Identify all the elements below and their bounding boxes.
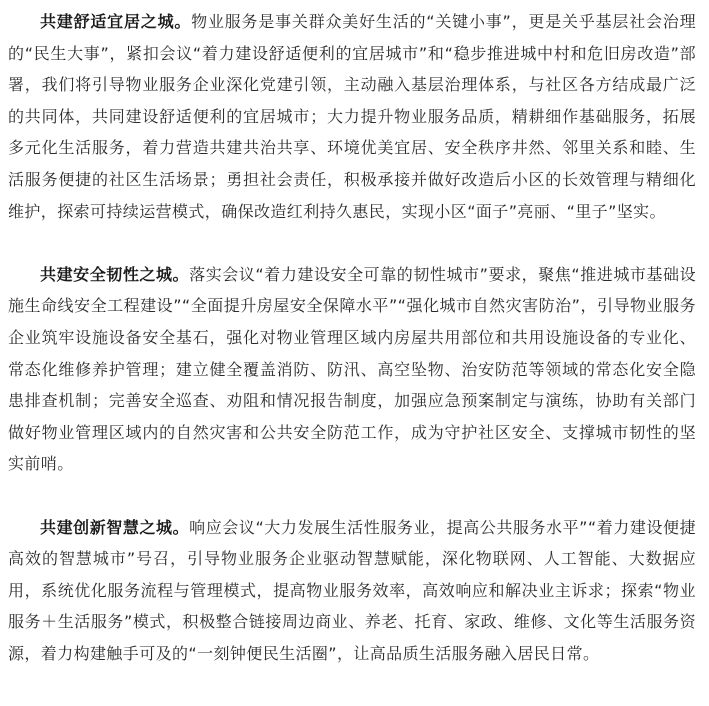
paragraph-livable-city bbox=[8, 6, 696, 227]
paragraph-resilient-city bbox=[8, 259, 696, 480]
paragraph-lead-resilient-city: 共建安全韧性之城。 bbox=[40, 264, 190, 284]
paragraph-text-livable-city: 物业服务是事关群众美好生活的“关键小事”，更是关乎基层社会治理的“民生大事”，紧扣会议“着力建设舒适便利的宜居城市”和“稳步推进城中村和危旧房改造”部署，我们将引导物业服务企业深化党建引领，主动融入基层治理体系，与社区各方结成最广泛的共同体，共同建设舒适便利的宜居城市；大力提升物业服务品质，精耕细作基础服务，拓展多元化生活服务，着力营造共建共治共享、环境优美宜居、安全秩序井然、邻里关系和睦、生活服务便捷的社区生活场景；勇担社会责任，积极承接并做好改造后小区的长效管理与精细化维护，探索可持续运营模式，确保改造红利持久惠民，实现小区“面子”亮丽、“里子”坚实。 bbox=[8, 12, 696, 221]
paragraph-lead-livable-city: 共建舒适宜居之城。 bbox=[40, 12, 192, 31]
paragraph-smart-city bbox=[8, 512, 696, 670]
article-body bbox=[8, 6, 696, 669]
paragraph-text-resilient-city: 落实会议“着力建设安全可靠的韧性城市”要求，聚焦“推进城市基础设施生命线安全工程建设”“全面提升房屋安全保障水平”“强化城市自然灾害防治”，引导物业服务企业筑牢设施设备安全基石，强化对物业管理区域内房屋共用部位和共用设施设备的专业化、常态化维修养护管理；建立健全覆盖消防、防汛、高空坠物、治安防范等领域的常态化安全隐患排查机制；完善安全巡查、劝阻和情况报告制度，加强应急预案制定与演练，协助有关部门做好物业管理区域内的自然灾害和公共安全防范工作，成为守护社区安全、支撑城市韧性的坚实前哨。 bbox=[8, 264, 696, 474]
paragraph-text-smart-city: 响应会议“大力发展生活性服务业，提高公共服务水平”“着力建设便捷高效的智慧城市”号召，引导物业服务企业驱动智慧赋能，深化物联网、人工智能、大数据应用，系统优化服务流程与管理模式，提高物业服务效率，高效响应和解决业主诉求；探索“物业服务＋生活服务”模式，积极整合链接周边商业、养老、托育、家政、维修、文化等生活服务资源，着力构建触手可及的“一刻钟便民生活圈”，让高品质生活服务融入居民日常。 bbox=[8, 517, 696, 663]
paragraph-lead-smart-city: 共建创新智慧之城。 bbox=[40, 517, 190, 537]
